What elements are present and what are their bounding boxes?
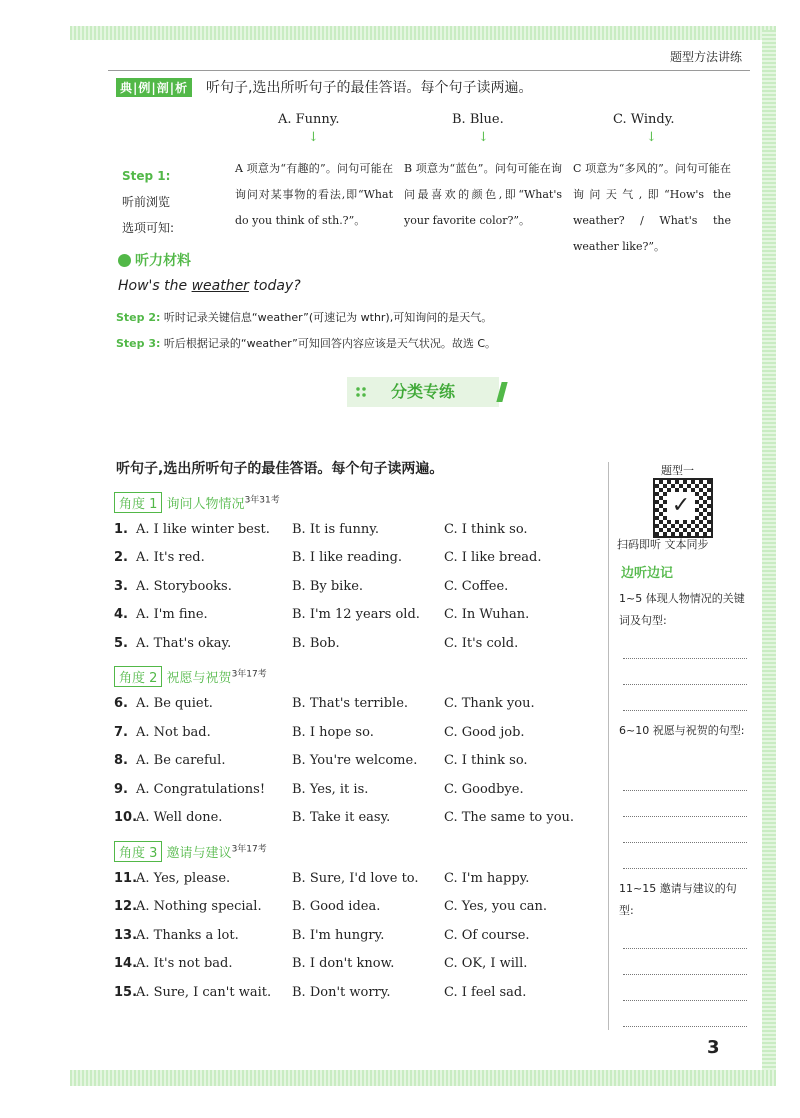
listening-text [118,278,301,294]
step2-label: Step 2: [116,311,161,324]
question-number: 15. [114,985,138,1000]
option-c: C. Coffee. [444,579,509,594]
option-a: A. Congratulations! [136,782,266,797]
question-row [114,928,594,948]
sidebar-scan-text: 扫码即听 文本同步 [617,538,709,551]
grid-dots-icon [355,386,367,398]
down-arrow-icon: ↓ [478,130,489,145]
option-c: C. I think so. [444,753,528,768]
option-a: A. I like winter best. [136,522,270,537]
notes-sidebar [608,462,749,1030]
option-b: B. Don't worry. [292,985,391,1000]
option-c: C. Goodbye. [444,782,524,797]
listening-title-text: 听力材料 [135,253,191,269]
listening-text-pre: How's the [118,278,192,294]
option-b: B. That's terrible. [292,696,409,711]
angle-heading [114,492,280,513]
question-row [114,696,594,716]
page-number: 3 [707,1037,720,1058]
question-number: 9. [114,782,128,797]
option-b: B. I'm hungry. [292,928,385,943]
angle-heading [114,666,267,687]
option-b: B. It is funny. [292,522,379,537]
question-row [114,899,594,919]
option-c: C. The same to you. [444,810,575,825]
step2 [116,309,492,325]
angle-frequency: 3年31考 [244,495,280,506]
option-a: A. Be quiet. [136,696,213,711]
option-a: A. Not bad. [136,725,211,740]
option-c: C. I think so. [444,522,528,537]
option-c: C. Of course. [444,928,530,943]
qr-code-icon[interactable] [653,478,713,538]
question-number: 4. [114,607,128,622]
question-number: 5. [114,636,128,651]
option-c: C. Good job. [444,725,525,740]
option-b: B. I like reading. [292,550,403,565]
dotted-line [623,948,747,949]
listening-keyword: weather [191,278,249,294]
listening-text-post: today? [248,278,301,294]
listening-title [118,250,191,270]
section-banner [347,377,499,407]
headphone-icon [118,254,131,267]
question-row [114,871,594,891]
down-arrow-icon: ↓ [308,130,319,145]
step3-text: 听后根据记录的“weather”可知回答内容应该是天气状况。故选 C。 [163,337,497,350]
question-number: 8. [114,753,128,768]
sidebar-notes-title: 边听边记 [621,566,674,581]
angle-frequency: 3年17考 [231,669,267,680]
option-c: C. Yes, you can. [444,899,548,914]
option-a: A. Be careful. [136,753,226,768]
example-option-b: B. Blue. [452,112,504,127]
dotted-line [623,842,747,843]
question-row [114,782,594,802]
dotted-line [623,710,747,711]
option-b: B. I'm 12 years old. [292,607,420,622]
section-title: 分类专练 [390,382,455,401]
dotted-line [623,816,747,817]
question-row [114,607,594,627]
step1-line: 听前浏览 [122,195,171,209]
dotted-line [623,658,747,659]
option-b: B. By bike. [292,579,364,594]
question-row [114,753,594,773]
option-c: C. It's cold. [444,636,519,651]
step2-text: 听时记录关键信息“weather”(可速记为 wthr),可知询问的是天气。 [163,311,493,324]
angle-title: 询问人物情况 [166,497,245,512]
dotted-line [623,868,747,869]
question-row [114,956,594,976]
question-row [114,579,594,599]
option-a: A. It's not bad. [136,956,233,971]
dotted-line [623,1000,747,1001]
question-row [114,522,594,542]
angle-label: 角度 1 [114,492,162,513]
angle-heading [114,841,267,862]
question-number: 11. [114,871,138,886]
angle-title: 祝愿与祝贺 [166,671,232,686]
step1-label: Step 1: [122,169,171,183]
question-number: 14. [114,956,138,971]
option-c: C. In Wuhan. [444,607,530,622]
option-c: C. I'm happy. [444,871,530,886]
sidebar-note: 6~10 祝愿与祝贺的句型: [619,724,745,737]
explanation-b: B 项意为“蓝色”。问句可能在询问最喜欢的颜色,即“What's your favorite color?”。 [404,162,562,227]
practice-instruction: 听句子,选出所听句子的最佳答语。每个句子读两遍。 [116,461,444,477]
example-option-c: C. Windy. [613,112,675,127]
question-row [114,725,594,745]
step1-line: 选项可知: [122,221,175,235]
angle-title: 邀请与建议 [166,846,232,861]
sidebar-note: 1~5 体现人物情况的关键词及句型: [619,592,745,627]
option-c: C. I like bread. [444,550,542,565]
option-b: B. Take it easy. [292,810,391,825]
option-b: B. You're welcome. [292,753,418,768]
dotted-line [623,1026,747,1027]
bottom-decor-band [70,1070,776,1086]
example-question: 听句子,选出所听句子的最佳答语。每个句子读两遍。 [206,80,533,96]
angle-label: 角度 3 [114,841,162,862]
question-number: 6. [114,696,128,711]
question-number: 7. [114,725,128,740]
question-number: 12. [114,899,138,914]
top-decor-band [70,26,776,40]
option-c: C. Thank you. [444,696,535,711]
right-decor-band [762,30,776,1080]
dotted-line [623,684,747,685]
step3 [116,335,496,351]
header-section-label: 题型方法讲练 [669,50,742,64]
option-a: A. Well done. [136,810,223,825]
question-number: 10. [114,810,138,825]
option-a: A. Thanks a lot. [136,928,239,943]
option-b: B. Sure, I'd love to. [292,871,419,886]
option-c: C. OK, I will. [444,956,528,971]
option-c: C. I feel sad. [444,985,527,1000]
question-row [114,636,594,656]
question-number: 13. [114,928,138,943]
option-a: A. Storybooks. [136,579,232,594]
example-tag: 典|例|剖|析 [116,78,192,97]
question-number: 3. [114,579,128,594]
option-a: A. Sure, I can't wait. [136,985,272,1000]
question-number: 2. [114,550,128,565]
step3-label: Step 3: [116,337,161,350]
dotted-line [623,790,747,791]
sidebar-type-title: 题型一 [661,464,694,477]
option-b: B. I hope so. [292,725,374,740]
leaf-icon [496,382,507,402]
step1-block [122,163,174,241]
question-number: 1. [114,522,128,537]
check-icon: ✓ [667,492,695,520]
option-a: A. I'm fine. [136,607,208,622]
option-a: A. Nothing special. [136,899,262,914]
option-a: A. That's okay. [136,636,232,651]
example-option-a: A. Funny. [278,112,340,127]
option-b: B. Good idea. [292,899,381,914]
header-divider [108,70,750,71]
explanation-c: C 项意为“多风的”。问句可能在询问天气,即“How's the weather? / What's the weather like?”。 [573,162,731,253]
question-row [114,810,594,830]
option-b: B. I don't know. [292,956,395,971]
question-row [114,985,594,1005]
option-b: B. Yes, it is. [292,782,369,797]
option-a: A. It's red. [136,550,205,565]
sidebar-note: 11~15 邀请与建议的句型: [619,882,737,917]
down-arrow-icon: ↓ [646,130,657,145]
dotted-line [623,974,747,975]
question-row [114,550,594,570]
angle-frequency: 3年17考 [231,844,267,855]
angle-label: 角度 2 [114,666,162,687]
option-b: B. Bob. [292,636,340,651]
option-a: A. Yes, please. [136,871,231,886]
explanation-a: A 项意为“有趣的”。问句可能在询问对某事物的看法,即“What do you think of sth.?”。 [235,162,393,227]
